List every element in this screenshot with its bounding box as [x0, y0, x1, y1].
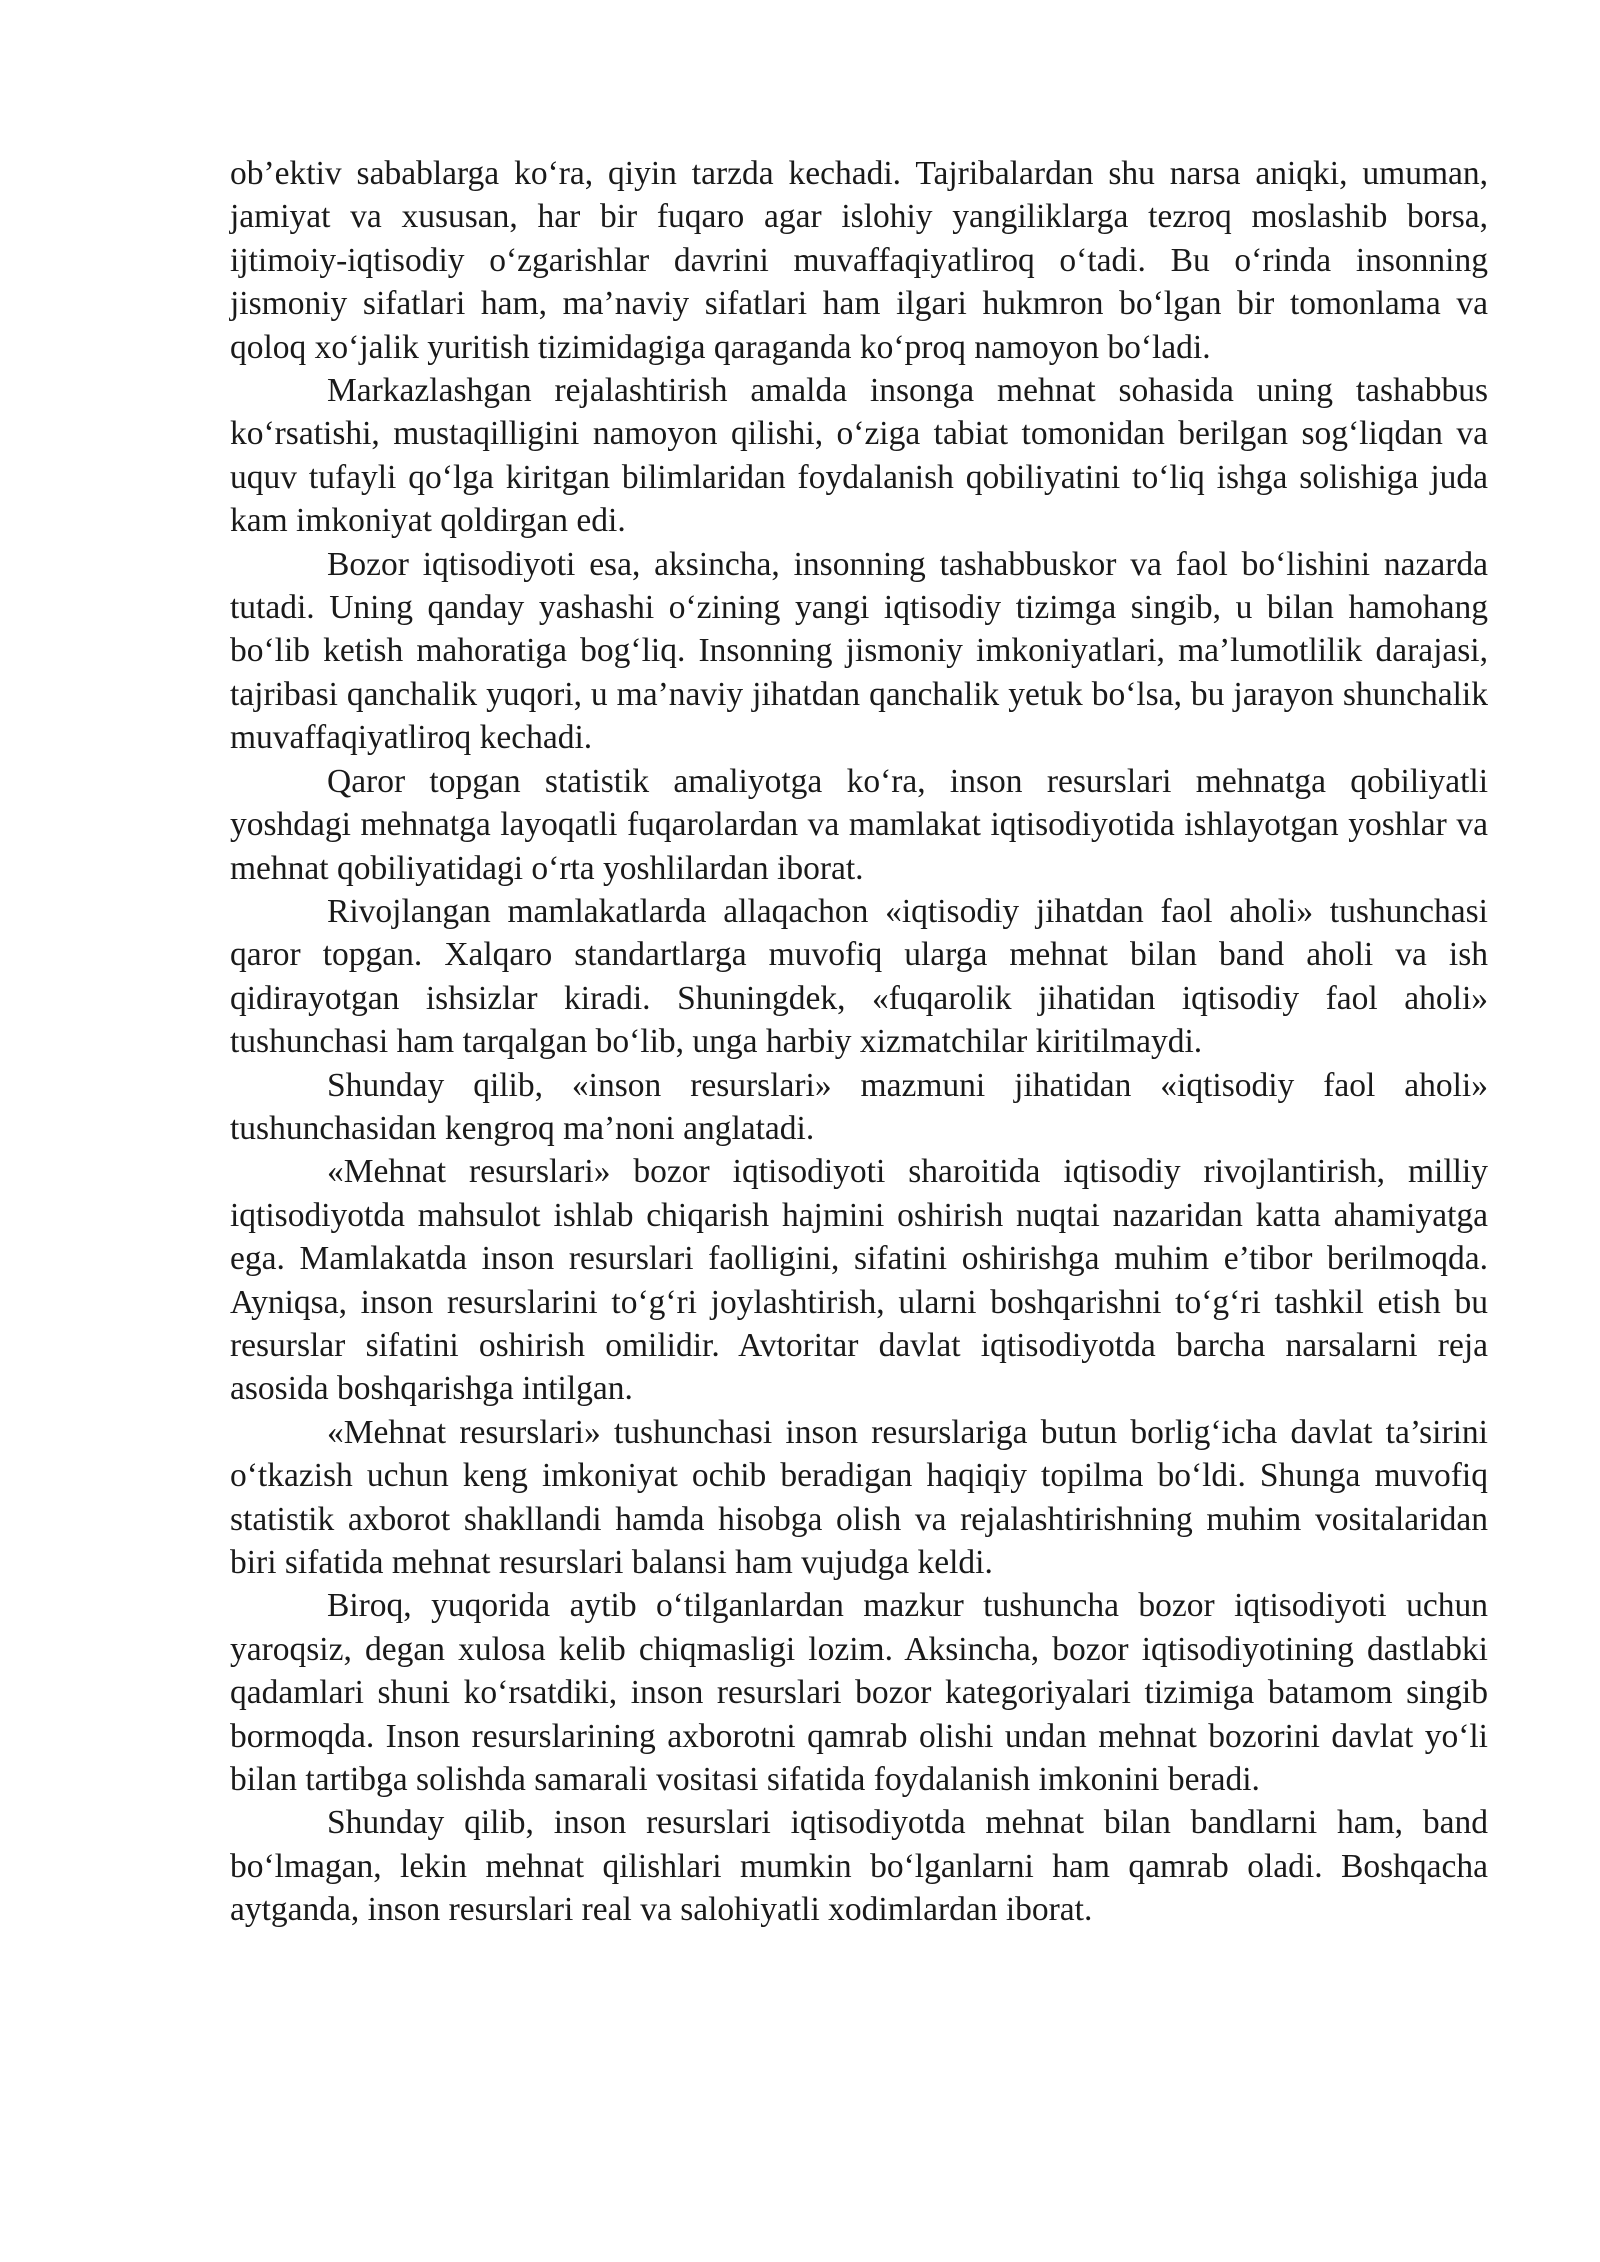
body-text — [230, 152, 1488, 1932]
paragraph-8: «Mehnat resurslari» tushunchasi inson resurslariga butun borlig‘icha davlat ta’sirini o‘tkazish uchun keng imkoniyat ochib beradigan haqiqiy topilma bo‘ldi. Shunga muvofiq statistik axborot shakllandi hamda hisobga olish va rejalashtirishning muhim vositalaridan biri sifatida mehnat resurslari balansi ham vujudga keldi. — [230, 1413, 1488, 1581]
paragraph-2: Markazlashgan rejalashtirish amalda insonga mehnat sohasida uning tashabbus ko‘rsatishi, mustaqilligini namoyon qilishi, o‘ziga tabiat tomonidan berilgan sog‘liqdan va uquv tufayli qo‘lga kiritgan bilimlaridan foydalanish qobiliyatini to‘liq ishga solishiga juda kam imkoniyat qoldirgan edi. — [230, 372, 1488, 540]
paragraph-9: Biroq, yuqorida aytib o‘tilganlardan mazkur tushuncha bozor iqtisodiyoti uchun yaroqsiz, degan xulosa kelib chiqmasligi lozim. Aksincha, bozor iqtisodiyotining dastlabki qadamlari shuni ko‘rsatdiki, inson resurslari bozor kategoriyalari tizimiga batamom singib bormoqda. Inson resurslarining axborotni qamrab olishi undan mehnat bozorini davlat yo‘li bilan tartibga solishda samarali vositasi sifatida foydalanish imkonini beradi. — [230, 1587, 1488, 1799]
paragraph-4: Qaror topgan statistik amaliyotga ko‘ra, inson resurslari mehnatga qobiliyatli yoshdagi mehnatga layoqatli fuqarolardan va mamlakat iqtisodiyotida ishlayotgan yoshlar va mehnat qobiliyatidagi o‘rta yoshlilardan iborat. — [230, 762, 1488, 887]
paragraph-7: «Mehnat resurslari» bozor iqtisodiyoti sharoitida iqtisodiy rivojlantirish, milliy iqtisodiyotda mahsulot ishlab chiqarish hajmini oshirish nuqtai nazaridan katta ahamiyatga ega. Mamlakatda inson resurslari faolligini, sifatini oshirishga muhim e’tibor berilmoqda. Ayniqsa, inson resurslarini to‘g‘ri joylashtirish, ularni boshqarishni to‘g‘ri tashkil etish bu resurslar sifatini oshirish omilidir. Avtoritar davlat iqtisodiyotda barcha narsalarni reja asosida boshqarishga intilgan. — [230, 1153, 1488, 1408]
paragraph-10: Shunday qilib, inson resurslari iqtisodiyotda mehnat bilan bandlarni ham, band bo‘lmagan, lekin mehnat qilishlari mumkin bo‘lganlarni ham qamrab oladi. Boshqacha aytganda, inson resurslari real va salohiyatli xodimlardan iborat. — [230, 1804, 1488, 1929]
paragraph-1: ob’ektiv sabablarga ko‘ra, qiyin tarzda kechadi. Tajribalardan shu narsa aniqki, umuman, jamiyat va xususan, har bir fuqaro agar islohiy yangiliklarga tezroq moslashib borsa, ijtimoiy-iqtisodiy o‘zgarishlar davrini muvaffaqiyatliroq o‘tadi. Bu o‘rinda insonning jismoniy sifatlari ham, ma’naviy sifatlari ham ilgari hukmron bo‘lgan bir tomonlama va qoloq xo‘jalik yuritish tizimidagiga qaraganda ko‘proq namoyon bo‘ladi. — [230, 155, 1488, 366]
paragraph-3: Bozor iqtisodiyoti esa, aksincha, insonning tashabbuskor va faol bo‘lishini nazarda tutadi. Uning qanday yashashi o‘zining yangi iqtisodiy tizimga singib, u bilan hamohang bo‘lib ketish mahoratiga bog‘liq. Insonning jismoniy imkoniyatlari, ma’lumotlilik darajasi, tajribasi qanchalik yuqori, u ma’naviy jihatdan qanchalik yetuk bo‘lsa, bu jarayon shunchalik muvaffaqiyatliroq kechadi. — [230, 545, 1488, 757]
paragraph-6: Shunday qilib, «inson resurslari» mazmuni jihatidan «iqtisodiy faol aholi» tushunchasidan kengroq ma’noni anglatadi. — [230, 1066, 1488, 1147]
paragraph-5: Rivojlangan mamlakatlarda allaqachon «iqtisodiy jihatdan faol aholi» tushunchasi qaror topgan. Xalqaro standartlarga muvofiq ularga mehnat bilan band aholi va ish qidirayotgan ishsizlar kiradi. Shuningdek, «fuqarolik jihatidan iqtisodiy faol aholi» tushunchasi ham tarqalgan bo‘lib, unga harbiy xizmatchilar kiritilmaydi. — [230, 892, 1488, 1061]
